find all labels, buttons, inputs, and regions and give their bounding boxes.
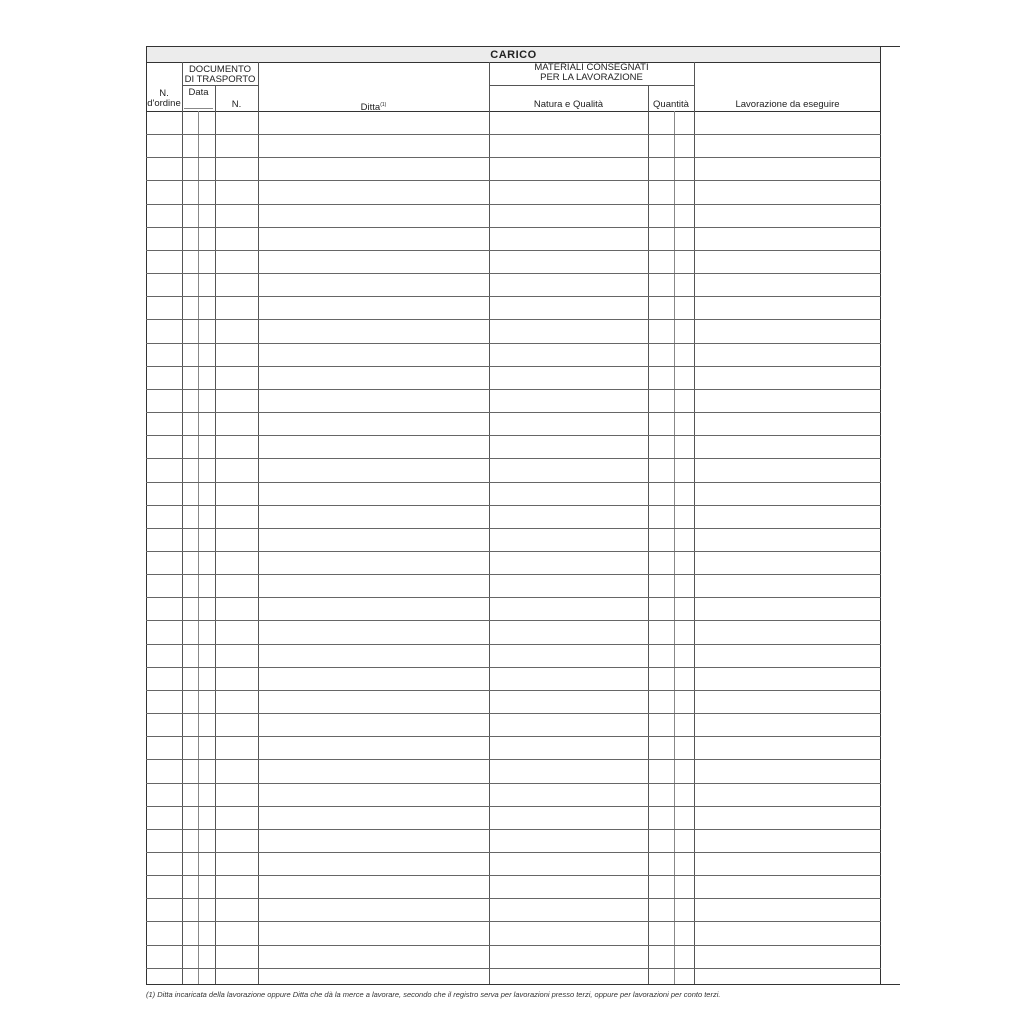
row-line (146, 482, 881, 483)
row-line (146, 644, 881, 645)
row-line (146, 898, 881, 899)
row-line (146, 806, 881, 807)
row-line (146, 667, 881, 668)
doc-trasporto-divider (182, 85, 258, 86)
row-line (146, 180, 881, 181)
row-line (146, 412, 881, 413)
header-ditta: Ditta$^{(1)}$ (360, 102, 387, 114)
col-line-data (215, 85, 216, 984)
row-line (146, 921, 881, 922)
row-line (146, 551, 881, 552)
col-line-numero (258, 62, 259, 984)
col-line-quantita (694, 62, 695, 984)
header-materiali: MATERIALI CONSEGNATI PER LA LAVORAZIONE (534, 62, 649, 83)
row-line (146, 713, 881, 714)
row-line (146, 227, 881, 228)
col-line-ditta (489, 62, 490, 984)
row-line (146, 736, 881, 737)
header-numero: N. (231, 99, 242, 110)
row-line (146, 343, 881, 344)
header-documento-trasporto: DOCUMENTO DI TRASPORTO (184, 64, 256, 85)
row-line (146, 597, 881, 598)
row-line (146, 389, 881, 390)
row-line (146, 945, 881, 946)
col-line-ordine (182, 62, 183, 984)
section-title: CARICO (147, 47, 880, 63)
header-lavorazione: Lavorazione da eseguire (735, 99, 840, 110)
data-underline (184, 108, 213, 109)
row-line (146, 783, 881, 784)
margin-tick-top (881, 46, 900, 47)
col-line-quantita-split (674, 111, 675, 984)
row-line (146, 273, 881, 274)
row-line (146, 366, 881, 367)
header-bottom-line (146, 111, 881, 112)
header-natura-qualita: Natura e Qualità (533, 99, 604, 110)
register-form (146, 46, 881, 985)
row-line (146, 296, 881, 297)
materiali-divider (489, 85, 694, 86)
col-line-data-split (198, 111, 199, 984)
row-line (146, 435, 881, 436)
header-quantita: Quantità (653, 99, 689, 110)
header-data: Data (188, 87, 209, 98)
col-line-natura (648, 85, 649, 984)
row-line (146, 505, 881, 506)
row-line (146, 319, 881, 320)
row-line (146, 458, 881, 459)
row-line (146, 250, 881, 251)
row-line (146, 852, 881, 853)
row-line (146, 620, 881, 621)
row-line (146, 134, 881, 135)
row-line (146, 528, 881, 529)
row-line (146, 157, 881, 158)
row-line (146, 690, 881, 691)
row-line (146, 574, 881, 575)
footnote: (1) Ditta incaricata della lavorazione oppure Ditta che dà la merce a lavorare, secondo che il registro serva per lavorazioni presso terzi, oppure per lavorazioni per conto terzi. (146, 990, 721, 999)
row-line (146, 968, 881, 969)
row-line (146, 829, 881, 830)
margin-tick-bottom (881, 984, 900, 985)
row-line (146, 875, 881, 876)
header-n-ordine: N. d'ordine (147, 88, 181, 109)
row-line (146, 204, 881, 205)
row-line (146, 759, 881, 760)
